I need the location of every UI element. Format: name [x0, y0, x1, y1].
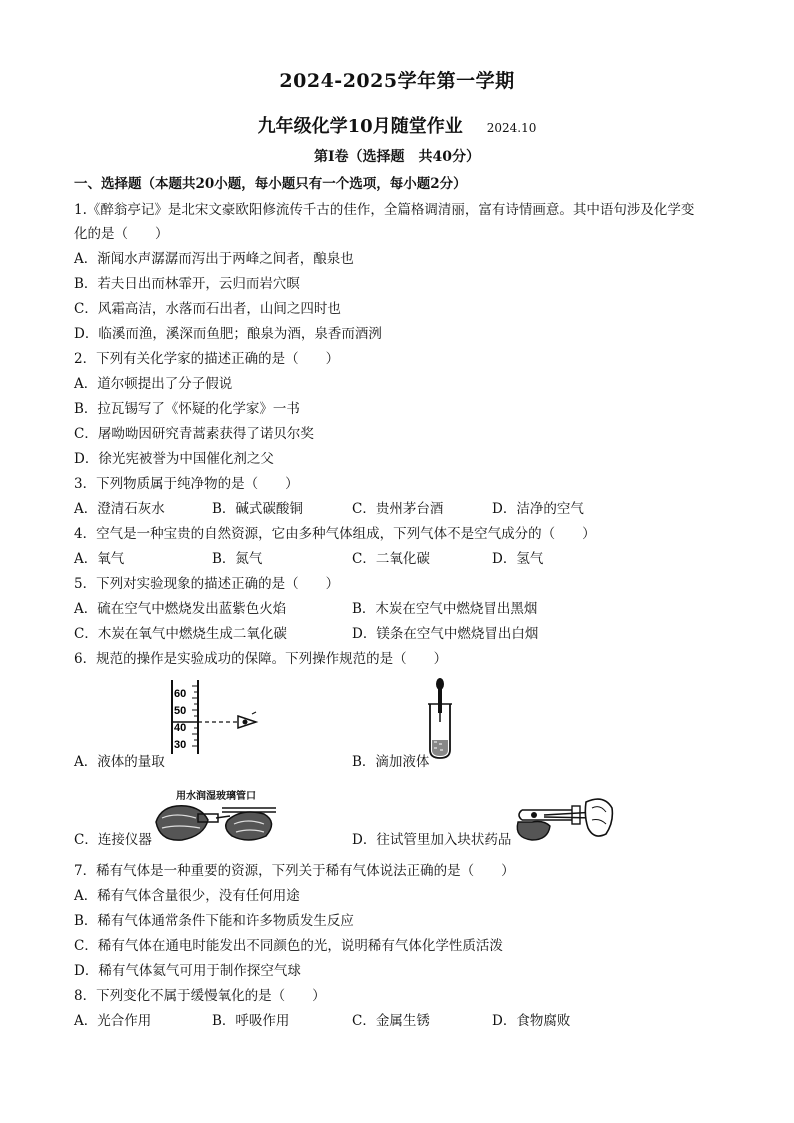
- test-tube-icon: [519, 810, 522, 820]
- q7-option-d: D．稀有气体氦气可用于制作探空气球: [74, 963, 301, 979]
- q3-option-a: A．澄清石灰水: [74, 501, 165, 517]
- q3-stem: 3．下列物质属于纯净物的是（ ）: [74, 476, 299, 492]
- q2-option-a: A．道尔顿提出了分子假说: [74, 376, 233, 392]
- dropper-bulb-icon: [436, 678, 444, 690]
- q6-option-b: B．滴加液体: [352, 754, 430, 770]
- part-heading: 第Ⅰ卷（选择题 共40分）: [313, 149, 481, 165]
- q1-stem-line2: 化的是（ ）: [74, 226, 169, 242]
- q4-option-d: D．氢气: [492, 551, 544, 567]
- exam-title: 2024-2025学年第一学期: [279, 70, 515, 92]
- q4-option-a: A．氧气: [74, 551, 125, 567]
- right-hand-icon: [226, 812, 272, 840]
- q1-option-d: D．临溪而渔，溪深而鱼肥；酿泉为酒，泉香而酒洌: [74, 326, 382, 342]
- left-hand-icon: [517, 822, 550, 841]
- q6-option-a: A．液体的量取: [74, 754, 165, 770]
- q6-option-d: D．往试管里加入块状药品: [352, 832, 512, 848]
- cylinder-tick-40: 40: [174, 722, 187, 734]
- q4-stem: 4．空气是一种宝贵的自然资源，它由多种气体组成，下列气体不是空气成分的（ ）: [74, 526, 596, 542]
- cylinder-tick-30: 30: [174, 739, 187, 751]
- q7-option-c: C．稀有气体在通电时能发出不同颜色的光，说明稀有气体化学性质活泼: [74, 938, 503, 954]
- left-hand-icon: [156, 806, 208, 840]
- q6-option-c: C．连接仪器: [74, 832, 152, 848]
- fig-c-label: 用水润湿玻璃管口: [176, 791, 256, 802]
- q2-option-c: C．屠呦呦因研究青蒿素获得了诺贝尔奖: [74, 426, 314, 442]
- q6-stem: 6．规范的操作是实验成功的保障。下列操作规范的是（ ）: [74, 651, 448, 667]
- q1-option-b: B．若夫日出而林霏开，云归而岩穴暝: [74, 276, 300, 292]
- q8-option-d: D．食物腐败: [492, 1013, 571, 1029]
- q7-option-b: B．稀有气体通常条件下能和许多物质发生反应: [74, 913, 354, 929]
- q5-option-d: D．镁条在空气中燃烧冒出白烟: [352, 626, 539, 642]
- exam-subtitle: [0, 112, 794, 138]
- q8-option-a: A．光合作用: [74, 1013, 152, 1029]
- q1-option-c: C．风霜高洁，水落而石出者，山间之四时也: [74, 301, 341, 317]
- cylinder-tick-60: 60: [174, 688, 187, 700]
- q5-option-a: A．硫在空气中燃烧发出蓝紫色火焰: [74, 601, 287, 617]
- q5-stem: 5．下列对实验现象的描述正确的是（ ）: [74, 576, 340, 592]
- q7-stem: 7．稀有气体是一种重要的资源，下列关于稀有气体说法正确的是（ ）: [74, 863, 515, 879]
- right-hand-icon: [585, 799, 612, 836]
- solid-into-test-tube-figure: [514, 790, 614, 846]
- connecting-apparatus-figure: [152, 800, 282, 846]
- q2-stem: 2．下列有关化学家的描述正确的是（ ）: [74, 351, 340, 367]
- q1-stem-line1: 1.《醉翁亭记》是北宋文豪欧阳修流传千古的佳作，全篇格调清丽，富有诗情画意。其中语句涉及化学变: [74, 202, 695, 218]
- q1-option-a: A．渐闻水声潺潺而泻出于两峰之间者，酿泉也: [74, 251, 354, 267]
- section-heading: 一、选择题（本题共20小题，每小题只有一个选项，每小题2分）: [74, 176, 467, 192]
- exam-subtitle-text: 九年级化学10月随堂作业: [257, 116, 463, 137]
- graduated-cylinder-figure: [164, 676, 274, 756]
- q3-option-c: C．贵州茅台酒: [352, 501, 444, 517]
- q2-option-d: D．徐光宪被誉为中国催化剂之父: [74, 451, 274, 467]
- exam-date: 2024.10: [486, 121, 537, 135]
- q4-option-b: B．氮气: [212, 551, 263, 567]
- q7-option-a: A．稀有气体含量很少，没有任何用途: [74, 888, 300, 904]
- q8-stem: 8．下列变化不属于缓慢氧化的是（ ）: [74, 988, 326, 1004]
- q5-option-b: B．木炭在空气中燃烧冒出黑烟: [352, 601, 538, 617]
- q8-option-b: B．呼吸作用: [212, 1013, 290, 1029]
- q4-option-c: C．二氧化碳: [352, 551, 430, 567]
- cylinder-tick-50: 50: [174, 705, 187, 717]
- q3-option-b: B．碱式碳酸铜: [212, 501, 303, 517]
- dropper-test-tube-figure: [422, 676, 458, 760]
- q8-option-c: C．金属生锈: [352, 1013, 430, 1029]
- q5-option-c: C．木炭在氧气中燃烧生成二氧化碳: [74, 626, 287, 642]
- q3-option-d: D．洁净的空气: [492, 501, 584, 517]
- q2-option-b: B．拉瓦锡写了《怀疑的化学家》一书: [74, 401, 300, 417]
